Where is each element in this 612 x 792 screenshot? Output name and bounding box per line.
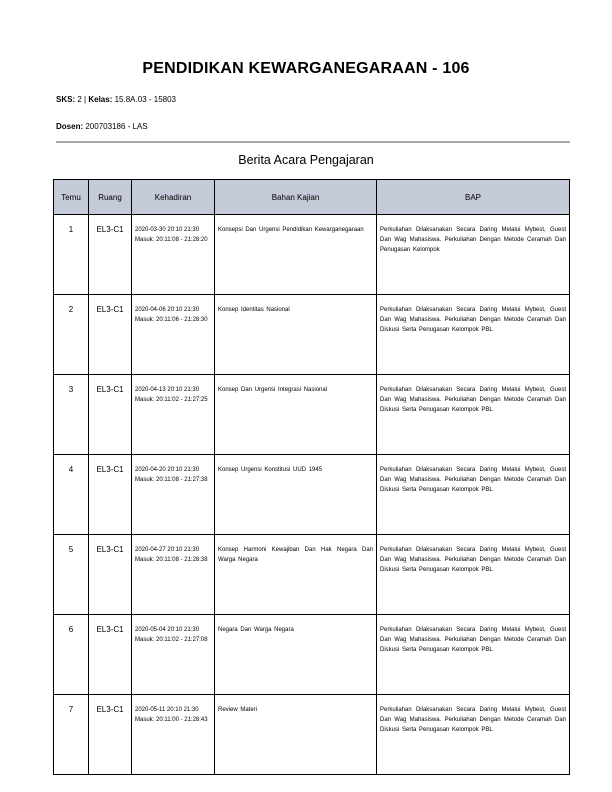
kelas-value: 15.8A.03 - 15803: [114, 95, 176, 104]
kehadiran-jadwal: 2020-04-27 20:10 21:30: [135, 547, 200, 553]
table-body: [54, 215, 570, 775]
kelas-label: Kelas:: [88, 95, 113, 104]
kehadiran-jadwal: 2020-05-04 20:10 21:30: [135, 627, 200, 633]
cell-kehadiran: [132, 695, 215, 775]
cell-bap: Perkuliahan Dilaksanakan Secara Daring Melalui Mybest, Guest Dan Wag Mahasiswa. Perkuliahan Dengan Metode Ceramah Dan Diskusi Serta Penugasan Kelompok PBL: [377, 375, 570, 455]
cell-bap: Perkuliahan Dilaksanakan Secara Daring Melalui Mybest, Guest Dan Wag Mahasiswa. Perkuliahan Dengan Metode Ceramah Dan Penugasan Kelompok: [377, 215, 570, 295]
kehadiran-masuk: Masuk: 20:11:06 - 21:28:30: [135, 317, 208, 323]
kehadiran-masuk: Masuk: 20:11:02 - 21:27:08: [135, 637, 208, 643]
cell-kehadiran: [132, 295, 215, 375]
cell-temu: 4: [54, 455, 89, 535]
cell-temu: 3: [54, 375, 89, 455]
cell-bahan-kajian: Konsep Dan Urgensi Integrasi Nasional: [215, 375, 377, 455]
cell-kehadiran: [132, 535, 215, 615]
cell-temu: 5: [54, 535, 89, 615]
cell-bap: Perkuliahan Dilaksanakan Secara Daring Melalui Mybest, Guest Dan Wag Mahasiswa. Perkuliahan Dengan Metode Ceramah Dan Diskusi Serta Penugasan Kelompok PBL: [377, 455, 570, 535]
cell-ruang: EL3-C1: [89, 615, 132, 695]
sks-value: 2: [77, 95, 82, 104]
meta-separator: |: [84, 95, 89, 104]
kehadiran-jadwal: 2020-05-11 20:10 21:30: [135, 707, 199, 713]
cell-bahan-kajian: Konsep Urgensi Konstitusi UUD 1945: [215, 455, 377, 535]
table-row: [54, 455, 570, 535]
col-header-ruang: Ruang: [89, 180, 132, 215]
divider-line: [56, 141, 570, 143]
cell-bap: Perkuliahan Dilaksanakan Secara Daring Melalui Mybest, Guest Dan Wag Mahasiswa. Perkuliahan Dengan Metode Ceramah Dan Diskusi Serta Penugasan Kelompok PBL: [377, 295, 570, 375]
cell-bap: Perkuliahan Dilaksanakan Secara Daring Melalui Mybest, Guest Dan Wag Mahasiswa. Perkuliahan Dengan Metode Ceramah Dan Diskusi Serta Penugasan Kelompok PBL: [377, 695, 570, 775]
cell-ruang: EL3-C1: [89, 295, 132, 375]
attendance-table: [53, 179, 570, 775]
cell-ruang: EL3-C1: [89, 695, 132, 775]
cell-bahan-kajian: Konsep Identitas Nasional: [215, 295, 377, 375]
cell-bahan-kajian: Review Materi: [215, 695, 377, 775]
dosen-value: 200703186 - LAS: [85, 122, 148, 131]
cell-bahan-kajian: Konsep Harmoni Kewajiban Dan Hak Negara Dan Warga Negara: [215, 535, 377, 615]
cell-bap: Perkuliahan Dilaksanakan Secara Daring Melalui Mybest, Guest Dan Wag Mahasiswa. Perkuliahan Dengan Metode Ceramah Dan Diskusi Serta Penugasan Kelompok PBL: [377, 535, 570, 615]
cell-temu: 2: [54, 295, 89, 375]
col-header-bap: BAP: [377, 180, 570, 215]
cell-bahan-kajian: Negara Dan Warga Negara: [215, 615, 377, 695]
cell-ruang: EL3-C1: [89, 455, 132, 535]
table-row: [54, 375, 570, 455]
document-title: PENDIDIKAN KEWARGANEGARAAN - 106: [142, 60, 470, 77]
kehadiran-masuk: Masuk: 20:11:00 - 21:28:43: [135, 717, 208, 723]
col-header-bahan-kajian: Bahan Kajian: [215, 180, 377, 215]
cell-ruang: EL3-C1: [89, 375, 132, 455]
kehadiran-jadwal: 2020-04-20 20:10 21:30: [135, 467, 200, 473]
cell-temu: 1: [54, 215, 89, 295]
lecturer-info: [56, 122, 148, 131]
cell-kehadiran: [132, 375, 215, 455]
kehadiran-jadwal: 2020-03-30 20:10 21:30: [135, 227, 200, 233]
section-title: Berita Acara Pengajaran: [238, 153, 374, 167]
cell-kehadiran: [132, 455, 215, 535]
cell-bahan-kajian: Konsepsi Dan Urgensi Pendidikan Kewarganegaraan: [215, 215, 377, 295]
cell-temu: 7: [54, 695, 89, 775]
kehadiran-masuk: Masuk: 20:11:08 - 21:27:38: [135, 477, 208, 483]
cell-bap: Perkuliahan Dilaksanakan Secara Daring Melalui Mybest, Guest Dan Wag Mahasiswa. Perkuliahan Dengan Metode Ceramah Dan Diskusi Serta Penugasan Kelompok PBL: [377, 615, 570, 695]
table-row: [54, 615, 570, 695]
kehadiran-masuk: Masuk: 20:11:08 - 21:28:20: [135, 237, 208, 243]
cell-temu: 6: [54, 615, 89, 695]
cell-ruang: EL3-C1: [89, 535, 132, 615]
table-row: [54, 295, 570, 375]
sks-label: SKS:: [56, 95, 76, 104]
table-row: [54, 215, 570, 295]
col-header-kehadiran: Kehadiran: [132, 180, 215, 215]
kehadiran-jadwal: 2020-04-06 20:10 21:30: [135, 307, 200, 313]
kehadiran-masuk: Masuk: 20:11:08 - 21:28:38: [135, 557, 208, 563]
kehadiran-masuk: Masuk: 20:11:02 - 21:27:25: [135, 397, 208, 403]
cell-ruang: EL3-C1: [89, 215, 132, 295]
dosen-label: Dosen:: [56, 122, 84, 131]
kehadiran-jadwal: 2020-04-13 20:10 21:30: [135, 387, 200, 393]
course-info: [56, 95, 176, 104]
cell-kehadiran: [132, 215, 215, 295]
col-header-temu: Temu: [54, 180, 89, 215]
table-header-row: [54, 180, 570, 215]
table-row: [54, 535, 570, 615]
table-row: [54, 695, 570, 775]
cell-kehadiran: [132, 615, 215, 695]
